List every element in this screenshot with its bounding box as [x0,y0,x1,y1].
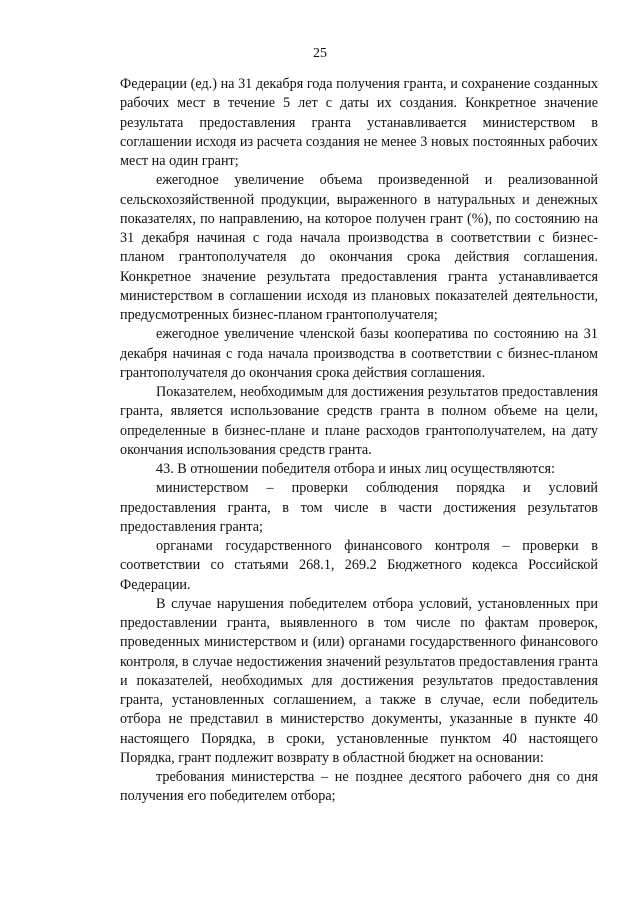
paragraph: В случае нарушения победителем отбора условий, установленных при предоставлении гранта, выявленного в том числе по фактам проверок, проведенных министерством и (или) органами государственного финансового контроля, в случае недостижения значений результатов предоставления гранта и показателей, необходимых для достижения результатов предоставления гранта, установленных соглашением, а также в случае, если победитель отбора не представил в министерство документы, указанные в пункте 40 настоящего Порядка, в сроки, установленные пунктом 40 настоящего Порядка, грант подлежит возврату в областной бюджет на основании: [120,595,598,766]
paragraph: ежегодное увеличение членской базы кооператива по состоянию на 31 декабря начиная с года начала производства в соответствии с бизнес-планом грантополучателя до окончания срока действия соглашения. [120,326,598,381]
paragraph: Показателем, необходимым для достижения результатов предоставления гранта, является использование средств гранта в полном объеме на цели, определенные в бизнес-плане и плане расходов грантополучателем, на дату окончания использования средств гранта. [120,384,598,458]
paragraph: ежегодное увеличение объема произведенной и реализованной сельскохозяйственной продукции, выраженного в натуральных и денежных показателях, по направлению, на которое получен грант (%), по состоянию на 31 декабря начиная с года начала производства в соответствии с бизнес-планом грантополучателя до окончания срока действия соглашения. Конкретное значение результата предоставления гранта устанавливается министерством в соглашении исходя из плановых показателей деятельности, предусмотренных бизнес-планом грантополучателя; [120,172,598,323]
document-body [120,75,598,807]
paragraph: Федерации (ед.) на 31 декабря года получения гранта, и сохранение созданных рабочих мест в течение 5 лет с даты их создания. Конкретное значение результата предоставления гранта устанавливается министерством в соглашении исходя из расчета создания не менее 3 новых постоянных рабочих мест на один грант; [120,76,598,169]
paragraph: 43. В отношении победителя отбора и иных лиц осуществляются: [156,461,555,477]
paragraph: требования министерства – не позднее десятого рабочего дня со дня получения его победителем отбора; [120,769,598,805]
paragraph: министерством – проверки соблюдения порядка и условий предоставления гранта, в том числе в части достижения результатов предоставления гранта; [120,480,598,535]
page-number: 25 [313,46,327,61]
paragraph: органами государственного финансового контроля – проверки в соответствии со статьями 268.1, 269.2 Бюджетного кодекса Российской Федерации. [120,538,598,593]
